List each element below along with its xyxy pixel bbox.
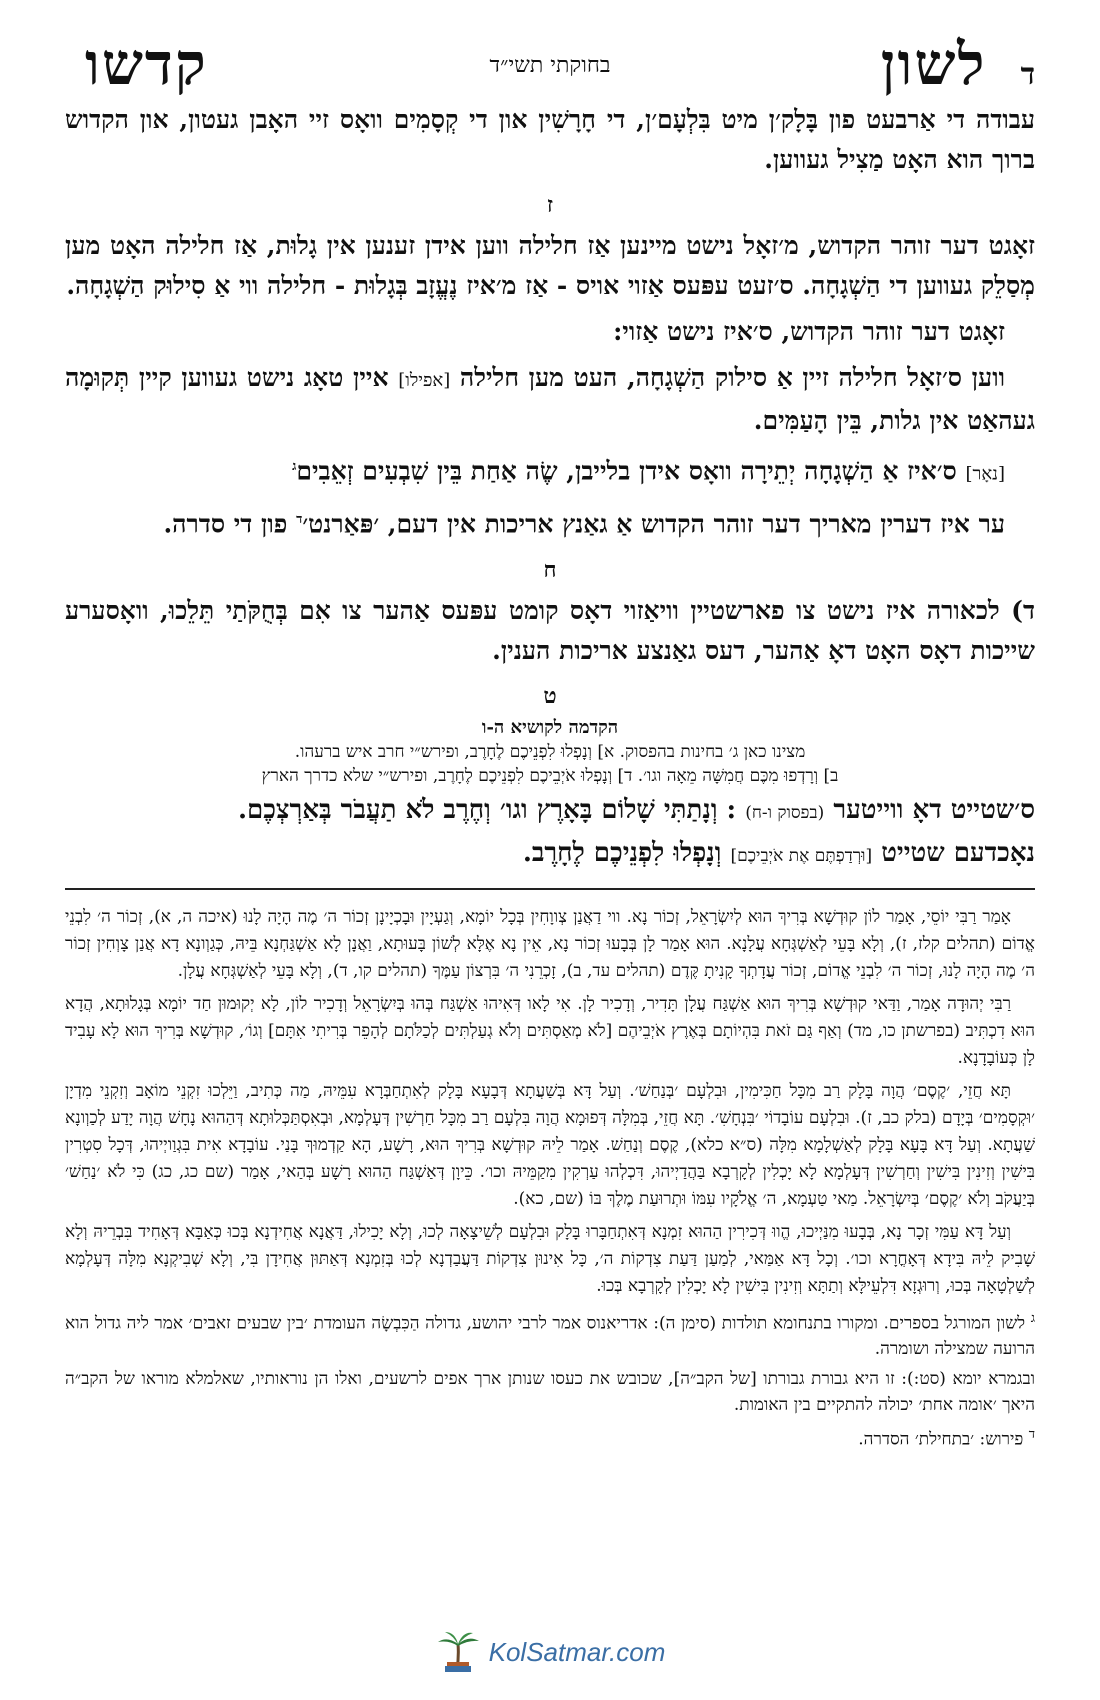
zohar-paragraph-3: תָּא חֲזֵי, ׳קֶסֶם׳ הֲוָה בָּלָק רַב מִכָּל חַכִּימִין, וּבִלְעָם ׳בְּנַחַשׁ׳. וְעַל דָּא בְּשַׁעֲתָא דְּבָעָא בָּלָק לְאִתְחַבְּרָא עִמֵּיהּ, מַה כְּתִיב, וַיֵּלְכוּ זִקְנֵי מוֹאָב וְזִקְנֵי מִדְיָן ׳וּקְסָמִים׳ בְּיָדָם (בלק כב, ז). וּבִלְעָם עוֹבָדוֹי ׳בִּנְחָשִׁ׳. תָּא חֲזֵי, בְּמִלָּה דְּפוּמָא הֲוָה בִּלְעָם רַב מִכָּל חַרְשִׁין דְּעָלְמָא, וּבְאִסְתַּכְּלוּתָא דְּהַהוּא נָחָשׁ הֲוָה יָדַע לְכַוְונָא שַׁעֲתָא. וְעַל דָּא בָּעָא בָּלָק לְאַשְׁלָמָא מִלָּה (ס״א כלא), קֶסֶם וְנַחַשׁ. אָמַר לֵיהּ קוּדְשָׁא בְּרִיךְ הוּא, רָשָׁע, הָא קַדְמוּךְ בָּנַי. עוֹבָדָא אִית בִּגְוַויְיהוּ, דְּכָל סִטְרִין בִּישִׁין וְזִינִין בִּישִׁין וְחַרְשִׁין דְּעָלְמָא לָא יָכְלִין לְקָרְבָא בַּהֲדַיְיהוּ, דִּכְלְהוּ עַרְקִין מִקַמֵּיהּ וכו׳. כֵּיוָן דְּאַשְׁגַּח הַהוּא רָשָׁע בְּהַאי, אָמַר (שם כג, כג) כִּי לֹא ׳נַחַשׁ׳ בְּיַעֲקֹב וְלֹא ׳קֶסֶם׳ בְּיִשְׂרָאֵל. מַאי טַעְמָא, ה׳ אֱלֹקָיו עִמּוֹ וּתְרוּעַת מֶלֶךְ בּוֹ (שם, כא). bbox=[65, 1080, 1035, 1209]
paragraph-zohar-claim: זאָגט דער זוהר הקדוש, מ׳זאָל נישט מיינען אַז חלילה ווען אידן זענען אין גָלוּת, אַז חלילה האָט מען מְסַלֵק געווען די הַשְׁגָחָה. ס׳זעט עפּעס אַזוי אויס - אַז מ׳איז נֶעֱזָב בְּגָלוּת - חלילה ווי אַ סִילוּק הַשְׁגָחָה. bbox=[65, 231, 1035, 300]
page-header bbox=[65, 30, 1035, 100]
intro-line-1: מצינו כאן ג׳ בחינות בהפסוק. א] וְנָפְלוּ לִפְנֵיכֶם לֶחָרֶב, ופירש״י חרב איש ברעהו. bbox=[294, 741, 806, 762]
footnote-g-cont: ובגמרא יומא (סט:): זו היא גבורת גבורתו [של הקב״ה], שכובש את כעסו שנותן ארך אפים לרשעים, ואלו הן נוראותיו, שאלמלא מוראו של הקב״ה היאך ׳אומה אחת׳ יכולה להתקיים בין האומות. bbox=[65, 1369, 1035, 1416]
paragraph-hashgacha bbox=[65, 358, 1035, 441]
verse-line-2-a: נאָכדעם שטייט bbox=[881, 837, 1035, 868]
verse-line-1-a: ס׳שטייט דאָ ווייטער bbox=[833, 794, 1035, 825]
verse-bracket: [וּרְדַפְתֶּם אֶת אֹיְבֵיכֶם] bbox=[730, 845, 873, 866]
section-letter-t: ט bbox=[543, 682, 557, 709]
footnote-g bbox=[65, 1306, 1035, 1363]
verse-line-1 bbox=[65, 790, 1035, 833]
paragraph-seh-achat-text: ס׳איז אַ הַשְׁגָחָה יְתֵירָה וואָס אידן בלייבן, שֶׂה אַחַת בֵּין שִׁבְעִים זְאֵבִים bbox=[296, 456, 957, 486]
parsha-label: בחוקתי תשי״ד bbox=[489, 53, 611, 78]
brand-title-right: לשון bbox=[880, 30, 987, 98]
paragraph-hashgacha-a: ווען ס׳זאָל חלילה זיין אַ סילוק הַשְׁגָחָה, העט מען חלילה bbox=[459, 363, 1005, 392]
verse-ref: (בפסוק ו-ח) bbox=[745, 802, 825, 823]
paragraph-question: ד) לכאורה איז נישט צו פארשטיין וויאַזוי דאָס קומט עפּעס אַהער צו אִם בְּחֻקֹּתַי תֵּלֵכוּ, וואָסערע שייכות דאָס האָט דאָ אַהער, דעס גאַנצע אריכות הענין. bbox=[65, 595, 1035, 665]
site-logo[interactable] bbox=[0, 1630, 1100, 1674]
paragraph-zohar-says: זאָגט דער זוהר הקדוש, ס׳איז נישט אַזוי: bbox=[613, 317, 1005, 346]
logo-text: KolSatmar.com bbox=[488, 1636, 666, 1667]
paragraph-arichus bbox=[65, 500, 1035, 544]
zohar-paragraph-2: רַבִּי יְהוּדָה אָמַר, וַדַּאי קוּדְשָׁא בְּרִיךְ הוּא אַשְׁגַּח עֲלָן תָּדִיר, וְדָכִיר לָן. אִי לָאו דְּאִיהוּ אַשְׁגַּח בְּהוּ בְּיִשְׂרָאֵל וְדָכִיר לוֹן, לָא יְקוּמוּן חַד יוֹמָא בְּגָלוּתָא, הֲדָא הוּא דִכְתִּיב (בפרשתן כו, מד) וְאַף גַּם זֹאת בִּהְיוֹתָם בְּאֶרֶץ אֹיְבֵיהֶם [לֹא מְאַסְתִּים וְלֹא גְעַלְתִּים לְכַלֹּתָם לְהָפֵר בְּרִיתִי אִתָּם] וְגוֹ׳, קוּדְשָׁא בְּרִיךְ הוּא לָא עָבִיד לָן כְּעוֹבָדָנָא. bbox=[65, 993, 1035, 1068]
divider bbox=[65, 888, 1035, 890]
page-number: ד bbox=[1020, 57, 1035, 92]
footnote-ref-d: ד bbox=[296, 512, 303, 528]
brand-title-left: קדשו bbox=[85, 30, 208, 98]
verse-line-1-b: : וְנָתַתִּי שָׁלוֹם בָּאָרֶץ וגו׳ וְחֶרֶב לֹא תַעֲבֹר בְּאַרְצְכֶם. bbox=[237, 794, 737, 825]
zohar-paragraph-4: וְעַל דָּא עַמִּי זְכָר נָא, בְּבָעוּ מִנַּיְיכוּ, הֱווּ דְּכִירִין הַהוּא זִמְנָא דְּאִתְחַבָּרוּ בָּלָק וּבִלְעָם לְשֵׁיצָאָה לְכוּ, וְלָא יָכִילוּ, דַּאֲנָא אֲחִידְנָא בְּכוּ כְּאַבָּא דְּאָחִיד בִּבְרֵיהּ וְלָא שָׁבִיק לֵיהּ בִּידָא דְּאָחֳרָא וכו׳. וְכָל דָּא אַמַּאי, לְמַעַן דַּעַת צִדְקוֹת ה׳, כָּל אִינוּן צִדְקוֹת דַּעֲבַדְנָא לְכוּ בְּזִמְנָא דְּאַתּוּן אֲחִידָן בִּי, וְלָא שְׁבִיקְנָא מִלָּה דְּעָלְמָא לְשַׁלְטָאָה בְּכוּ, וְרוּגְזָא דִּלְעֵילָּא וְתַתָּא וְזִינִין בִּישִׁין לָא יָכְלִין לְקָרְבָא בְּכוּ. bbox=[65, 1221, 1035, 1296]
footnote-mark-g: ג bbox=[1030, 1310, 1035, 1326]
intro-title: הקדמה לקושיא ה-ו bbox=[481, 716, 619, 738]
bracket-afilu: [אפילו] bbox=[398, 370, 451, 391]
footnote-d-text: פירוש: ׳בתחילת׳ הסדרה. bbox=[858, 1429, 1024, 1450]
intro-line-2: ב] וְרָדְפוּ מִכֶּם חֲמִשָּׁה מֵאָה וגו׳. ד] וְנָפְלוּ אֹיְבֵיכֶם לִפְנֵיכֶם לֶחָרֶב, ופירש״י שלא כדרך הארץ bbox=[261, 765, 839, 786]
verse-line-2-b: וְנָפְלוּ לִפְנֵיכֶם לֶחָרֶב. bbox=[522, 837, 722, 868]
footnote-d bbox=[65, 1422, 1035, 1453]
footnote-ref-g: ג bbox=[292, 459, 297, 474]
bracket-nor: [נאָר] bbox=[965, 463, 1005, 485]
palm-tree-book-icon bbox=[435, 1630, 481, 1674]
footnote-mark-d: ד bbox=[1028, 1427, 1035, 1443]
section-letter-h: ח bbox=[543, 556, 557, 583]
footnote-g-text: לשון המורגל בספרים. ומקורו בתנחומא תולדות (סימן ה): אדריאנוס אמר לרבי יהושע, גדולה הַכִּבְשָׂה העומדת ׳בין שבעים זאבים׳ אמר ליה גדול הוא הרועה שמצילה ושומרה. bbox=[65, 1313, 1035, 1360]
page bbox=[65, 30, 1035, 1457]
section-letter-z: ז bbox=[546, 192, 554, 218]
paragraph-seh-achat bbox=[65, 447, 1035, 494]
zohar-paragraph-1: אָמַר רַבִּי יוֹסֵי, אָמַר לוֹן קוּדְשָׁא בְּרִיךְ הוּא לְיִשְׂרָאֵל, זְכוֹר נָא. ווי דַאֲנַן צְווָחִין בְּכָל יוֹמָא, וְגַעְיָין וּבָכְיָינָן זְכוֹר ה׳ מֶה הָיָה לָנוּ (איכה ה, א), זְכוֹר ה׳ לִבְנֵי אֱדוֹם (תהלים קלז, ז), וְלָא בָּעֵי לְאַשְׁגְּחָא עֲלָנָא. הוּא אָמַר לָן בְּבָעוּ זְכוֹר נָא, אֵין נָא אֶלָּא לְשׁוֹן בָּעוּתָא, וַאֲנָן לָא אַשְׁגַּחְנָא בֵּיהּ, כְּגַוְונָא דָא אֲנַן צָוְחִין זְכוֹר ה׳ מֶה הָיָה לָנוּ, זְכוֹר ה׳ לִבְנֵי אֱדוֹם, זְכוֹר עֲדָתְךָ קָנִיתָ קֶּדֶם (תהלים עד, ב), זָכְרֵנִי ה׳ בִּרְצוֹן עַמֶּךָ (תהלים קו, ד), וְלָא בָּעֵי לְאַשְׁגְּחָא עֲלָן. bbox=[65, 906, 1035, 981]
verse-line-2 bbox=[65, 833, 1035, 876]
paragraph-intro: עבודה די אַרבעט פון בָּלָק׳ן מיט בִּלְעָם׳ן, די חָרָשִׁין און די קְסָמִים וואָס זיי האָבן געטון, און הקדוש ברוך הוא האָט מַצִיל געווען. bbox=[65, 105, 1035, 174]
paragraph-hashgacha-b: איין טאָג נישט געווען קיין תְּקוּמָה געהאַט אין גלות, בֵּין הָעַמִּים. bbox=[65, 363, 1035, 435]
paragraph-arichus-a: ער איז דערין מאריך דער זוהר הקדוש אַ גאַנץ אריכות אין דעם, ׳פּאַרנט׳ bbox=[302, 509, 1005, 539]
paragraph-arichus-b: פון די סדרה. bbox=[163, 509, 288, 539]
